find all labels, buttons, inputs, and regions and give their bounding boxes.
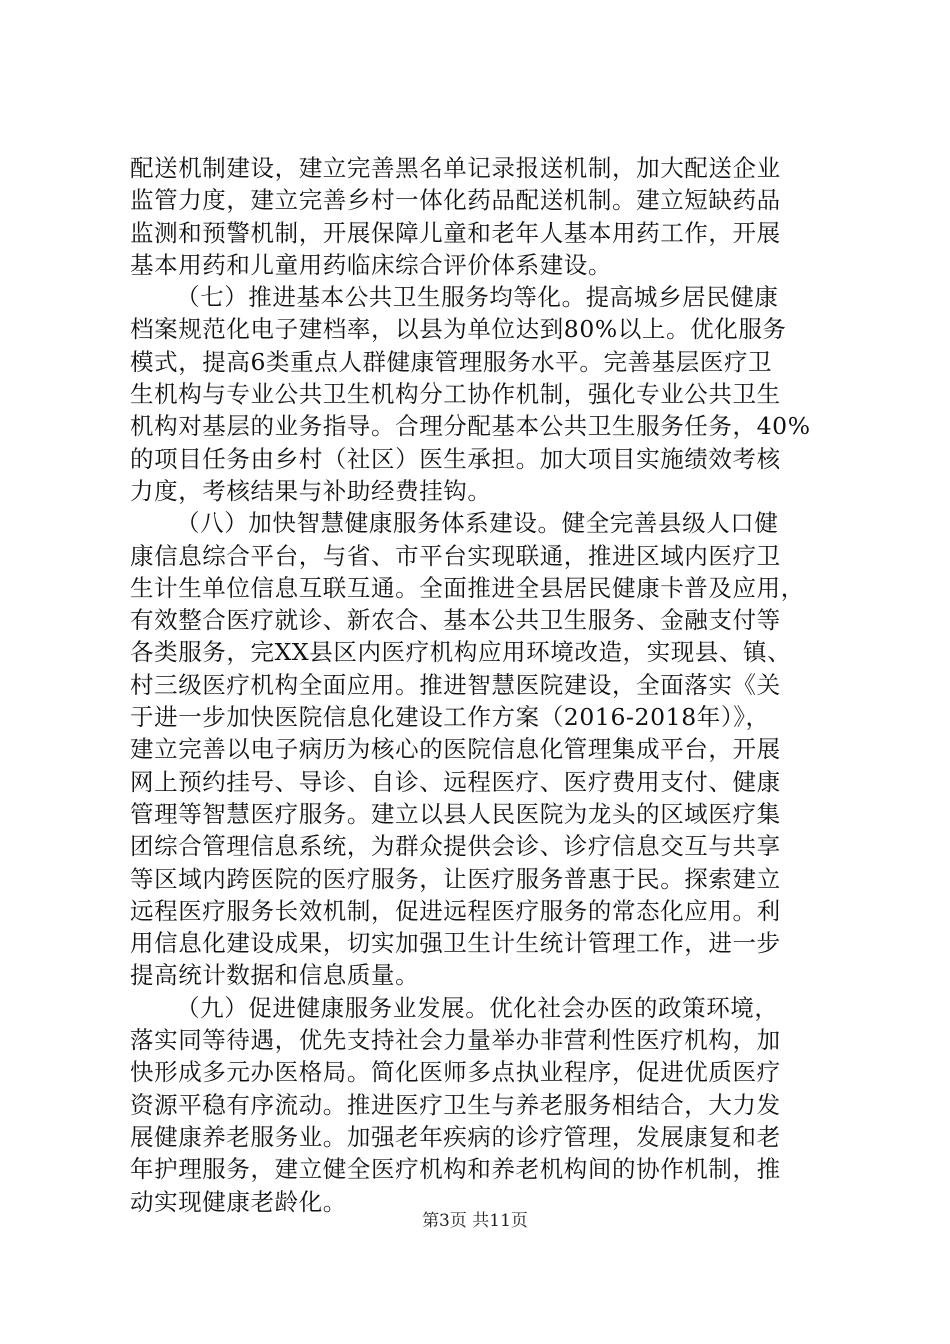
- text-line: 机构对基层的业务指导。合理分配基本公共卫生服务任务，40%: [130, 412, 811, 441]
- paragraph-section-7: [130, 281, 830, 507]
- text-line: 网上预约挂号、导诊、自诊、远程医疗、医疗费用支付、健康: [130, 767, 781, 796]
- text-line: 资源平稳有序流动。推进医疗卫生与养老服务相结合，大力发: [130, 1090, 781, 1119]
- text-line: 基本用药和儿童用药临床综合评价体系建设。: [130, 250, 612, 279]
- text-line: 管理等智慧医疗服务。建立以县人民医院为龙头的区域医疗集: [130, 799, 781, 828]
- text-line: 年护理服务，建立健全医疗机构和养老机构间的协作机制，推: [130, 1155, 781, 1184]
- text-line: 力度，考核结果与补助经费挂钩。: [130, 476, 492, 505]
- text-line: 落实同等待遇，优先支持社会力量举办非营利性医疗机构，加: [130, 1026, 781, 1055]
- paragraph-section-9: [130, 992, 830, 1218]
- text-line: 等区域内跨医院的医疗服务，让医疗服务普惠于民。探索建立: [130, 864, 781, 893]
- text-line: 建立完善以电子病历为核心的医院信息化管理集成平台，开展: [130, 735, 781, 764]
- text-line: 各类服务，完XX县区内医疗机构应用环境改造，实现县、镇、: [130, 638, 792, 667]
- text-line: （七）推进基本公共卫生服务均等化。提高城乡居民健康: [176, 283, 779, 312]
- text-line: 档案规范化电子建档率，以县为单位达到80%以上。优化服务: [130, 315, 787, 344]
- text-line: 生计生单位信息互联互通。全面推进全县居民健康卡普及应用，: [130, 573, 805, 602]
- text-line: 配送机制建设，建立完善黑名单记录报送机制，加大配送企业: [130, 154, 781, 182]
- text-line: 的项目任务由乡村（社区）医生承担。加大项目实施绩效考核: [130, 444, 781, 473]
- text-line: 康信息综合平台，与省、市平台实现联通，推进区域内医疗卫: [130, 541, 781, 570]
- text-line: 提高统计数据和信息质量。: [130, 961, 420, 990]
- text-line: 团综合管理信息系统，为群众提供会诊、诊疗信息交互与共享: [130, 832, 781, 861]
- text-line: 快形成多元办医格局。简化医师多点执业程序，促进优质医疗: [130, 1058, 781, 1087]
- text-line: 监管力度，建立完善乡村一体化药品配送机制。建立短缺药品: [130, 186, 781, 215]
- page-number-footer: 第3页 共11页: [422, 1211, 528, 1231]
- text-line: 生机构与专业公共卫生机构分工协作机制，强化专业公共卫生: [130, 380, 781, 409]
- document-body: [130, 152, 830, 1218]
- text-line: 动实现健康老龄化。: [130, 1187, 347, 1216]
- text-line: 村三级医疗机构全面应用。推进智慧医院建设，全面落实《关: [130, 670, 781, 699]
- text-line: 模式，提高6类重点人群健康管理服务水平。完善基层医疗卫: [130, 347, 773, 376]
- text-line: （八）加快智慧健康服务体系建设。健全完善县级人口健: [176, 509, 779, 538]
- text-line: 用信息化建设成果，切实加强卫生计生统计管理工作，进一步: [130, 929, 781, 958]
- text-line: （九）促进健康服务业发展。优化社会办医的政策环境，: [176, 993, 779, 1022]
- text-line: 于进一步加快医院信息化建设工作方案（2016-2018年）》，: [130, 703, 770, 732]
- text-line: 有效整合医疗就诊、新农合、基本公共卫生服务、金融支付等: [130, 606, 781, 635]
- paragraph-continued: [130, 152, 830, 281]
- text-line: 监测和预警机制，开展保障儿童和老年人基本用药工作，开展: [130, 218, 781, 247]
- paragraph-section-8: [130, 507, 830, 991]
- text-line: 展健康养老服务业。加强老年疾病的诊疗管理，发展康复和老: [130, 1122, 781, 1151]
- text-line: 远程医疗服务长效机制，促进远程医疗服务的常态化应用。利: [130, 896, 781, 925]
